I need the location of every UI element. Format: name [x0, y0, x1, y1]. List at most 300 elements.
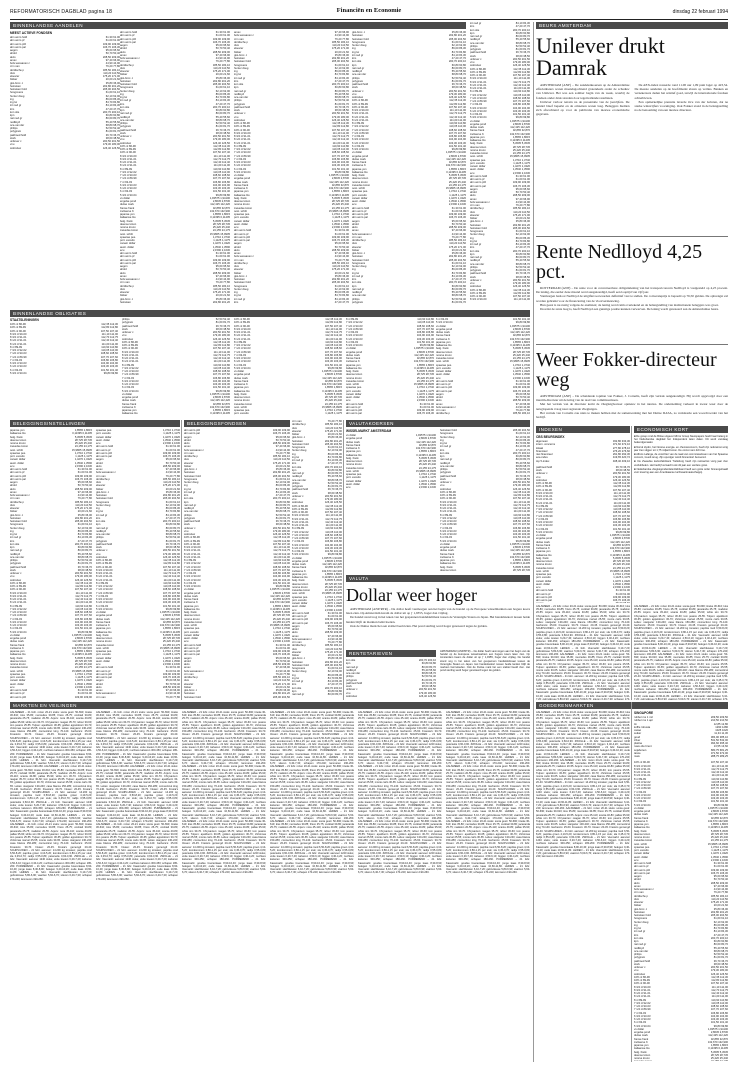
row-values: 61,60 61,10: [515, 230, 530, 233]
row-values: 81,60 81,70: [515, 471, 530, 475]
row-label: 10% nl 90-00: [634, 761, 650, 765]
row-label: dordtsche p: [292, 644, 307, 648]
row-values: 25,420 25,440: [418, 463, 436, 467]
row-label: abn amro pf: [96, 448, 111, 452]
row-values: 112,40 112,40: [325, 334, 342, 338]
row-values: 110,05 110,00: [163, 585, 180, 588]
obligaties-col-5: [436, 318, 530, 418]
row-label: gist-broc. c: [292, 657, 306, 661]
row-label: 7 1/2 nl 93-03: [122, 370, 139, 373]
row-label: zwitserse fr.: [122, 405, 137, 409]
row-label: 8 1/4 nl 91-01: [234, 141, 251, 145]
row-label: 6 nl 93-03: [122, 386, 134, 390]
row-label: aegon: [10, 49, 18, 52]
row-values: 110,20 110,50: [513, 210, 530, 214]
row-label: abn amro pal: [536, 599, 552, 602]
section-valuta: VALUTA: [346, 575, 530, 582]
row-label: oost. schill.: [346, 469, 360, 473]
row-label: 10% nl 90-00: [234, 324, 250, 328]
row-values: 61,60 61,10: [77, 523, 92, 527]
row-label: platina: [634, 742, 642, 745]
row-label: akzo: [10, 55, 16, 59]
row-label: spaanse pes.: [346, 473, 362, 476]
row-values: 68,80 68,70: [451, 294, 466, 298]
row-label: zwitserse fr.: [536, 547, 551, 550]
row-label: hoogovens: [352, 40, 366, 44]
row-values: 200,50 201,50: [324, 494, 342, 498]
row-label: heineken: [96, 494, 107, 497]
row-values: 200,50 201,50: [162, 549, 180, 553]
row-label: unilever c: [120, 135, 132, 138]
row-values: 112,70 112,75: [325, 517, 342, 521]
row-values: 47,20 47,70: [327, 683, 342, 687]
row-values: 61.30 61.00: [615, 589, 630, 593]
row-values: 80,60 80,70: [327, 693, 342, 696]
row-label: 8 nl 89-99: [96, 581, 108, 585]
row-label: abn amro hold: [120, 31, 138, 34]
row-label: austr. dollar: [10, 461, 24, 465]
row-values: 1,4270 1,4320: [612, 579, 630, 583]
row-label: stork: [120, 131, 126, 135]
row-label: 8 nl 89-99: [122, 363, 134, 367]
row-label: 5 3/4 nl 93-04: [96, 607, 113, 611]
row-label: hoogovens: [440, 432, 454, 436]
row-label: int ned gr: [634, 930, 646, 934]
table-row: [10, 147, 120, 150]
row-label: kim: [634, 933, 639, 937]
row-values: 24,155 24,175: [331, 206, 349, 210]
row-values: 1,1125 1,1175: [163, 432, 180, 436]
row-values: 76,20 77,80: [165, 695, 180, 699]
row-values: 1,93575 1,94100: [707, 1027, 728, 1031]
row-label: franse frank: [634, 816, 649, 820]
row-label: stork: [536, 469, 542, 472]
paragraph: AMSTERDAM (ANP) – De scheidende topman van Fokker, J. Cornelis, heeft zijn vertrek aangekondigd. Hij wordt opgevolgd door een interim-directeur uit de kring van de raad van commissarissen.: [536, 394, 728, 403]
row-label: noorse kroon: [96, 640, 112, 644]
row-values: 103,30 103,30: [100, 365, 118, 369]
row-values: 109,90 109,90: [710, 868, 728, 872]
row-label: 6 1/2 nl 93-03: [120, 187, 137, 190]
row-label: polygram: [470, 48, 482, 51]
row-label: 7 1/2 nl 93-03: [352, 128, 369, 132]
row-label: 8 3/4 nl 91-01: [234, 331, 251, 334]
row-label: duitse mark: [634, 813, 648, 817]
row-values: 24,155 24,175: [162, 643, 180, 647]
row-values: 76,20 77,80: [327, 641, 342, 644]
row-label: crm van: [184, 451, 194, 455]
row-values: 110,90 110,80: [449, 122, 466, 125]
row-values: 1,8565 1,8615: [612, 550, 630, 554]
row-label: engelse pond: [436, 327, 453, 331]
row-label: 8 1/4 nl 91-01: [352, 118, 369, 122]
row-values: 107,50 107,40: [710, 982, 728, 986]
row-label: belg. frank: [234, 392, 247, 396]
row-values: 132,670 132,900: [328, 187, 349, 190]
row-values: 36,70 36,70: [615, 465, 630, 469]
row-values: 84,70 84,80: [327, 455, 342, 459]
row-values: 126,40 126,50: [212, 141, 230, 145]
row-label: nedlloyd: [96, 529, 107, 533]
row-label: 8 nl 89-99: [352, 122, 364, 125]
markten-col-6: [446, 711, 530, 1061]
row-label: 8 1/2 nl 91-01: [96, 575, 113, 579]
row-label: ing: [10, 529, 14, 533]
row-values: 2,8645 2,8730: [272, 591, 290, 595]
row-label: engelse pond: [440, 546, 457, 549]
row-values: 1,8565 1,8615: [710, 823, 728, 826]
paragraph: Met het vertrek van de directeur komt de vliegtuigbouwer opnieuw in het nieuws. De onderneming verkeert in zwaar weer door de teruglopende vraag naar regionale vliegtuigen.: [536, 402, 728, 411]
row-values: 1,1125 1,1175: [75, 455, 92, 458]
row-values: 1,93575 1,94100: [328, 174, 349, 177]
row-values: 86,00 86,30: [451, 47, 466, 51]
row-values: 110,05 110,00: [101, 349, 118, 352]
row-values: 1,3710 1,3740: [512, 363, 530, 367]
row-label: 7 nl 93-03: [352, 135, 364, 138]
row-values: 109,90 109,90: [74, 474, 92, 478]
row-values: 200,70 200,10: [512, 249, 530, 253]
row-label: deense kroon: [352, 177, 369, 181]
table-row: [122, 412, 230, 415]
row-label: unilever c: [234, 112, 246, 116]
row-values: 1,4270 1,4320: [74, 458, 92, 462]
row-values: 60,80 60,80: [327, 468, 342, 472]
row-values: 132,670 132,900: [509, 132, 530, 136]
row-label: abn amro pfd: [120, 37, 136, 41]
row-label: dsm: [120, 287, 126, 291]
row-values: 110,20 110,50: [449, 242, 466, 246]
row-values: 107,70 107,60: [272, 568, 290, 572]
row-label: canad. dollar: [292, 602, 308, 605]
row-label: deense kroon: [10, 659, 27, 663]
row-label: unilever c: [346, 688, 358, 692]
row-label: rubber rss 1 apr: [634, 719, 653, 723]
row-values: 52,50 52,40: [105, 127, 120, 130]
row-values: 2,8645 2,8730: [74, 637, 92, 640]
row-label: 6 1/2 nl 93-03: [234, 164, 251, 168]
row-label: ing: [120, 92, 124, 96]
row-label: elsevier: [470, 213, 480, 217]
row-label: abn amro hold: [470, 174, 488, 178]
row-values: 61.30 61.00: [77, 689, 92, 692]
row-label: 6 nl 93-03: [634, 1021, 646, 1025]
row-label: heineken hold: [352, 37, 369, 41]
row-values: 1,93575 1,94100: [509, 324, 530, 328]
row-label: ecu: [10, 464, 15, 468]
row-values: 68,80 68,70: [215, 118, 230, 122]
paragraph: Hun geest is nu rustig volgens de analisten; de lening werd ruim overtekend en de belangstelling van institutionele beleggers was groot.: [540, 302, 719, 307]
row-values: 109,90 109,90: [612, 595, 630, 599]
aandelen-rows-2: [120, 31, 230, 304]
row-values: 84,10 84,30: [334, 297, 349, 301]
row-values: 61.00 61.00: [165, 669, 180, 673]
row-values: 62,10 62,00: [713, 920, 728, 924]
row-label: oce-van der: [184, 510, 199, 514]
row-values: 112,425 112,420: [72, 640, 92, 644]
row-label: heineken: [10, 84, 21, 88]
row-label: franse frank: [122, 402, 137, 406]
row-label: 10% nl 90-00: [96, 565, 112, 569]
row-label: canad. dollar: [184, 633, 200, 637]
row-label: dordtsche p: [184, 455, 199, 458]
row-values: 205,00 204,50: [162, 497, 180, 501]
row-values: 81,60 81,70: [515, 48, 530, 51]
row-label: franse frank: [234, 379, 249, 383]
row-label: 5 3/4 nl 93-04: [184, 585, 201, 588]
row-values: 108,60 108,60: [512, 96, 530, 100]
row-values: 11,34 11,30: [714, 732, 728, 736]
row-label: ing Iw: [10, 533, 18, 536]
row-values: 62,10 62,00: [327, 449, 342, 453]
row-values: 15,9865 15,9905: [445, 187, 466, 190]
row-values: 61.00 61.00: [77, 692, 92, 696]
row-values: 104,90 104,90: [212, 379, 230, 383]
row-values: 99,80 99,80: [77, 630, 92, 634]
row-label: ing: [470, 236, 474, 240]
row-values: 132,670 132,900: [509, 337, 530, 341]
row-label: hoogovens: [352, 261, 366, 265]
row-values: 110,20 110,50: [332, 265, 349, 268]
row-label: heineken: [234, 278, 245, 281]
row-values: 1,1125 1,1175: [332, 216, 349, 220]
row-values: 110,05 110,00: [711, 1001, 728, 1005]
row-label: heineken: [184, 692, 195, 696]
row-label: ing: [352, 268, 356, 272]
damrak-headline: Unilever drukt Damrak: [536, 33, 665, 80]
row-values: 28,725 28,745: [418, 460, 436, 463]
row-values: 60,80 60,80: [515, 252, 530, 256]
row-label: abn amro hold: [184, 643, 202, 647]
row-values: 68,80 68,70: [515, 464, 530, 468]
row-label: kpn: [10, 546, 15, 549]
row-values: 112,425 112,420: [329, 180, 349, 184]
row-values: 208,50 209,00: [512, 399, 530, 403]
row-label: int ned gr: [292, 459, 304, 462]
row-label: heineken: [10, 516, 21, 520]
paragraph: Een opmerkelijke prestatie leverde Oce van der Grinten, dat na sterke winstcijfers vooruitging. Ook Fokker stond in de belangstelling na de benoeming van een nieuwe directeur.: [634, 99, 728, 113]
row-values: 28,725 28,745: [416, 373, 434, 377]
row-values: 1,8565 1,8615: [512, 340, 530, 344]
row-label: abn amro pal: [10, 477, 26, 481]
row-label: crm van: [352, 235, 362, 239]
row-values: 126,40 126,50: [162, 555, 180, 559]
row-values: 99,80 99,80: [515, 539, 530, 543]
row-values: 0,11395 0,11405: [329, 193, 349, 197]
row-label: wolt-kluw: [10, 146, 22, 150]
row-values: 110,20 110,50: [325, 647, 342, 651]
row-values: 84,70 84,80: [515, 239, 530, 243]
row-values: 1,4270 1,4320: [162, 656, 180, 660]
row-values: 50,70 50,40: [334, 245, 349, 249]
row-label: belg. frank: [536, 556, 549, 560]
row-values: 80,60 80,70: [515, 35, 530, 38]
row-label: 10% nl 86-96: [10, 323, 26, 326]
row-values: 62,10 62,00: [275, 481, 290, 484]
row-label: vs dollar: [440, 542, 451, 546]
row-label: oce-van der: [10, 123, 25, 127]
row-values: 2,8645 2,8730: [710, 1031, 728, 1034]
row-label: fokker: [10, 78, 18, 82]
row-label: noorse kroon: [10, 442, 26, 445]
row-label: amev: [96, 689, 103, 692]
row-label: hoogovens: [292, 667, 306, 670]
row-values: 61.00 61.00: [515, 178, 530, 181]
row-label: ecu: [292, 608, 297, 612]
row-values: 107,50 107,40: [324, 324, 342, 328]
row-values: 44,90 44,90: [334, 34, 349, 38]
row-values: 50,70 50,40: [105, 52, 120, 56]
row-label: austr. dollar: [120, 245, 134, 249]
row-label: kim: [184, 494, 189, 497]
row-label: 5 3/4 nl 93-04: [234, 170, 251, 174]
row-values: 111,10 111,00: [513, 500, 530, 504]
row-values: 132,670 132,900: [71, 646, 92, 650]
row-values: 50,70 50,40: [451, 222, 466, 226]
row-values: 84,70 84,80: [451, 271, 466, 275]
paragraph: ■ Alfons Lafarga, de voorzitter van de raad van commissarissen van het Spaanse concern, treedt terug. Zijn opvolger wordt binnenkort benoemd.: [634, 453, 728, 460]
row-values: 111,10 111,00: [163, 568, 180, 572]
row-label: ing: [96, 507, 100, 510]
row-values: 112,80 112,80: [325, 321, 342, 325]
row-label: 6 nl 93-03: [352, 144, 364, 148]
row-label: zweedse kroon: [120, 229, 139, 233]
row-label: deense kroon: [234, 200, 251, 203]
row-values: 52,50 52,40: [515, 468, 530, 471]
table-rows: [536, 440, 630, 463]
row-label: 7 nl 93-03: [440, 526, 452, 530]
row-label: 10% nl 86-96: [184, 536, 200, 540]
row-values: 47,20 47,70: [515, 448, 530, 452]
row-label: ahold: [184, 438, 191, 442]
row-values: 112,35 112,30: [513, 288, 530, 292]
row-label: 7 1/2 nl 93-03: [10, 611, 27, 614]
row-label: ing: [10, 97, 14, 101]
row-values: 95,60 95,60: [105, 49, 120, 52]
row-values: 99,80 99,80: [419, 344, 434, 347]
row-values: 50,70 50,40: [327, 628, 342, 631]
row-label: canad. dollar: [536, 579, 552, 583]
row-values: 99,80 99,80: [275, 585, 290, 588]
row-label: deense kroon: [440, 568, 457, 572]
row-values: 108,60 108,60: [416, 324, 434, 328]
row-values: 1,4270 1,4320: [272, 633, 290, 637]
row-label: 7 1/4 nl 89-99: [352, 131, 369, 135]
row-label: vs dollar: [352, 151, 363, 155]
row-label: 5 3/4 nl 93-04: [470, 116, 487, 120]
row-label: port. escudo: [96, 432, 111, 436]
row-label: belg. frank: [634, 829, 647, 833]
row-values: 175,20 171,00: [272, 461, 290, 465]
row-label: spaanse pes.: [10, 672, 26, 676]
row-values: 112,35 112,30: [75, 581, 92, 585]
row-label: stork: [96, 546, 102, 549]
row-values: 112,425 112,420: [322, 563, 342, 566]
row-values: 112,70 112,75: [449, 112, 466, 116]
row-label: 7 1/4 nl 89-99: [634, 787, 651, 791]
row-values: 111,00 111,00: [332, 141, 349, 145]
row-values: 101,50 101,40: [612, 527, 630, 531]
row-label: 7 nl 93-03: [536, 517, 548, 521]
row-label: hoogovens: [96, 500, 110, 504]
row-label: 8 3/4 nl 91-01: [440, 503, 457, 507]
section-rentetarieven: RENTETARIEVEN: [346, 650, 436, 657]
row-label: aegon: [436, 392, 444, 396]
row-values: 38,60 38,50: [215, 327, 230, 331]
row-label: crm van: [436, 409, 446, 412]
row-label: oost. schill.: [634, 842, 648, 846]
column-rule: [631, 702, 632, 1062]
table-rows: [10, 323, 118, 375]
row-label: 6 3/4 nl 93-03: [10, 362, 27, 365]
row-label: 8 1/4 nl 91-01: [96, 578, 113, 582]
row-values: 104,90 104,90: [324, 543, 342, 547]
row-label: engelse pond: [346, 437, 363, 441]
row-values: 126,40 126,50: [331, 118, 349, 122]
row-label: 10% nl 90-00: [634, 982, 650, 986]
row-values: [711, 1060, 728, 1061]
row-label: 10% nl 90-00: [120, 151, 136, 155]
row-label: dsm: [470, 210, 476, 214]
fokker-headline: Weer Fokker-directeur weg: [536, 349, 717, 391]
row-label: oce-van der: [10, 555, 25, 559]
row-label: italiaanse lire: [634, 826, 650, 830]
row-values: 108,60 108,60: [212, 174, 230, 177]
beleggingsinstellingen-col-2: [96, 429, 180, 699]
damrak-article: [536, 31, 728, 231]
row-values: 20,00 21,60: [275, 685, 290, 689]
row-label: dordtsche p: [120, 284, 135, 288]
row-values: 104,90 104,90: [710, 1014, 728, 1018]
row-values: 24,155 24,175: [324, 589, 342, 592]
row-values: 25,420 25,440: [212, 226, 230, 229]
row-label: nat ned gr: [470, 35, 483, 38]
row-label: 10% nl 86-96: [292, 504, 308, 508]
row-label: top 5-index: [536, 459, 550, 463]
row-label: kon olie: [292, 686, 302, 690]
row-values: 84,10 84,30: [334, 76, 349, 80]
row-values: 1,8565 1,8615: [212, 213, 230, 216]
row-label: engelse pond: [96, 614, 113, 618]
row-values: 61.00 61.00: [105, 39, 120, 43]
row-values: 111,00 111,00: [513, 87, 530, 90]
row-label: port. escudo: [536, 576, 551, 580]
row-label: hoogovens: [234, 284, 248, 288]
row-values: 111,00 111,00: [273, 555, 290, 559]
row-values: 1,1125 1,1175: [419, 476, 436, 480]
nedlloyd-body: [536, 286, 728, 340]
row-label: duitse mark: [292, 563, 306, 566]
row-label: abn amro pal: [346, 412, 362, 416]
section-indexen: INDEXEN: [536, 426, 630, 433]
row-label: 10% nl 89-99: [634, 979, 650, 982]
row-values: 84,70 84,80: [334, 73, 349, 77]
row-values: 1,3540 1,3590: [162, 438, 180, 442]
row-values: 109,90 109,90: [512, 386, 530, 390]
row-label: aegon: [470, 187, 478, 191]
row-label: kon olie: [292, 465, 302, 469]
row-label: 8 3/4 nl 91-01: [10, 594, 27, 598]
row-label: 7 3/4 nl 92-02: [10, 607, 27, 611]
row-values: 112,425 112,420: [414, 353, 434, 357]
row-label: nedlloyd: [352, 291, 363, 294]
dollar-article: [346, 584, 530, 648]
row-label: 10% nl 86-96: [122, 340, 138, 344]
row-label: italiaanse lire: [10, 653, 26, 657]
row-values: 200,70 200,10: [324, 686, 342, 690]
row-label: gist-broc. c: [120, 76, 134, 80]
row-values: 205,00 204,50: [331, 60, 349, 64]
row-values: 202,80 201,20: [162, 494, 180, 497]
row-label: 8 3/4 nl 90-00: [470, 298, 487, 302]
